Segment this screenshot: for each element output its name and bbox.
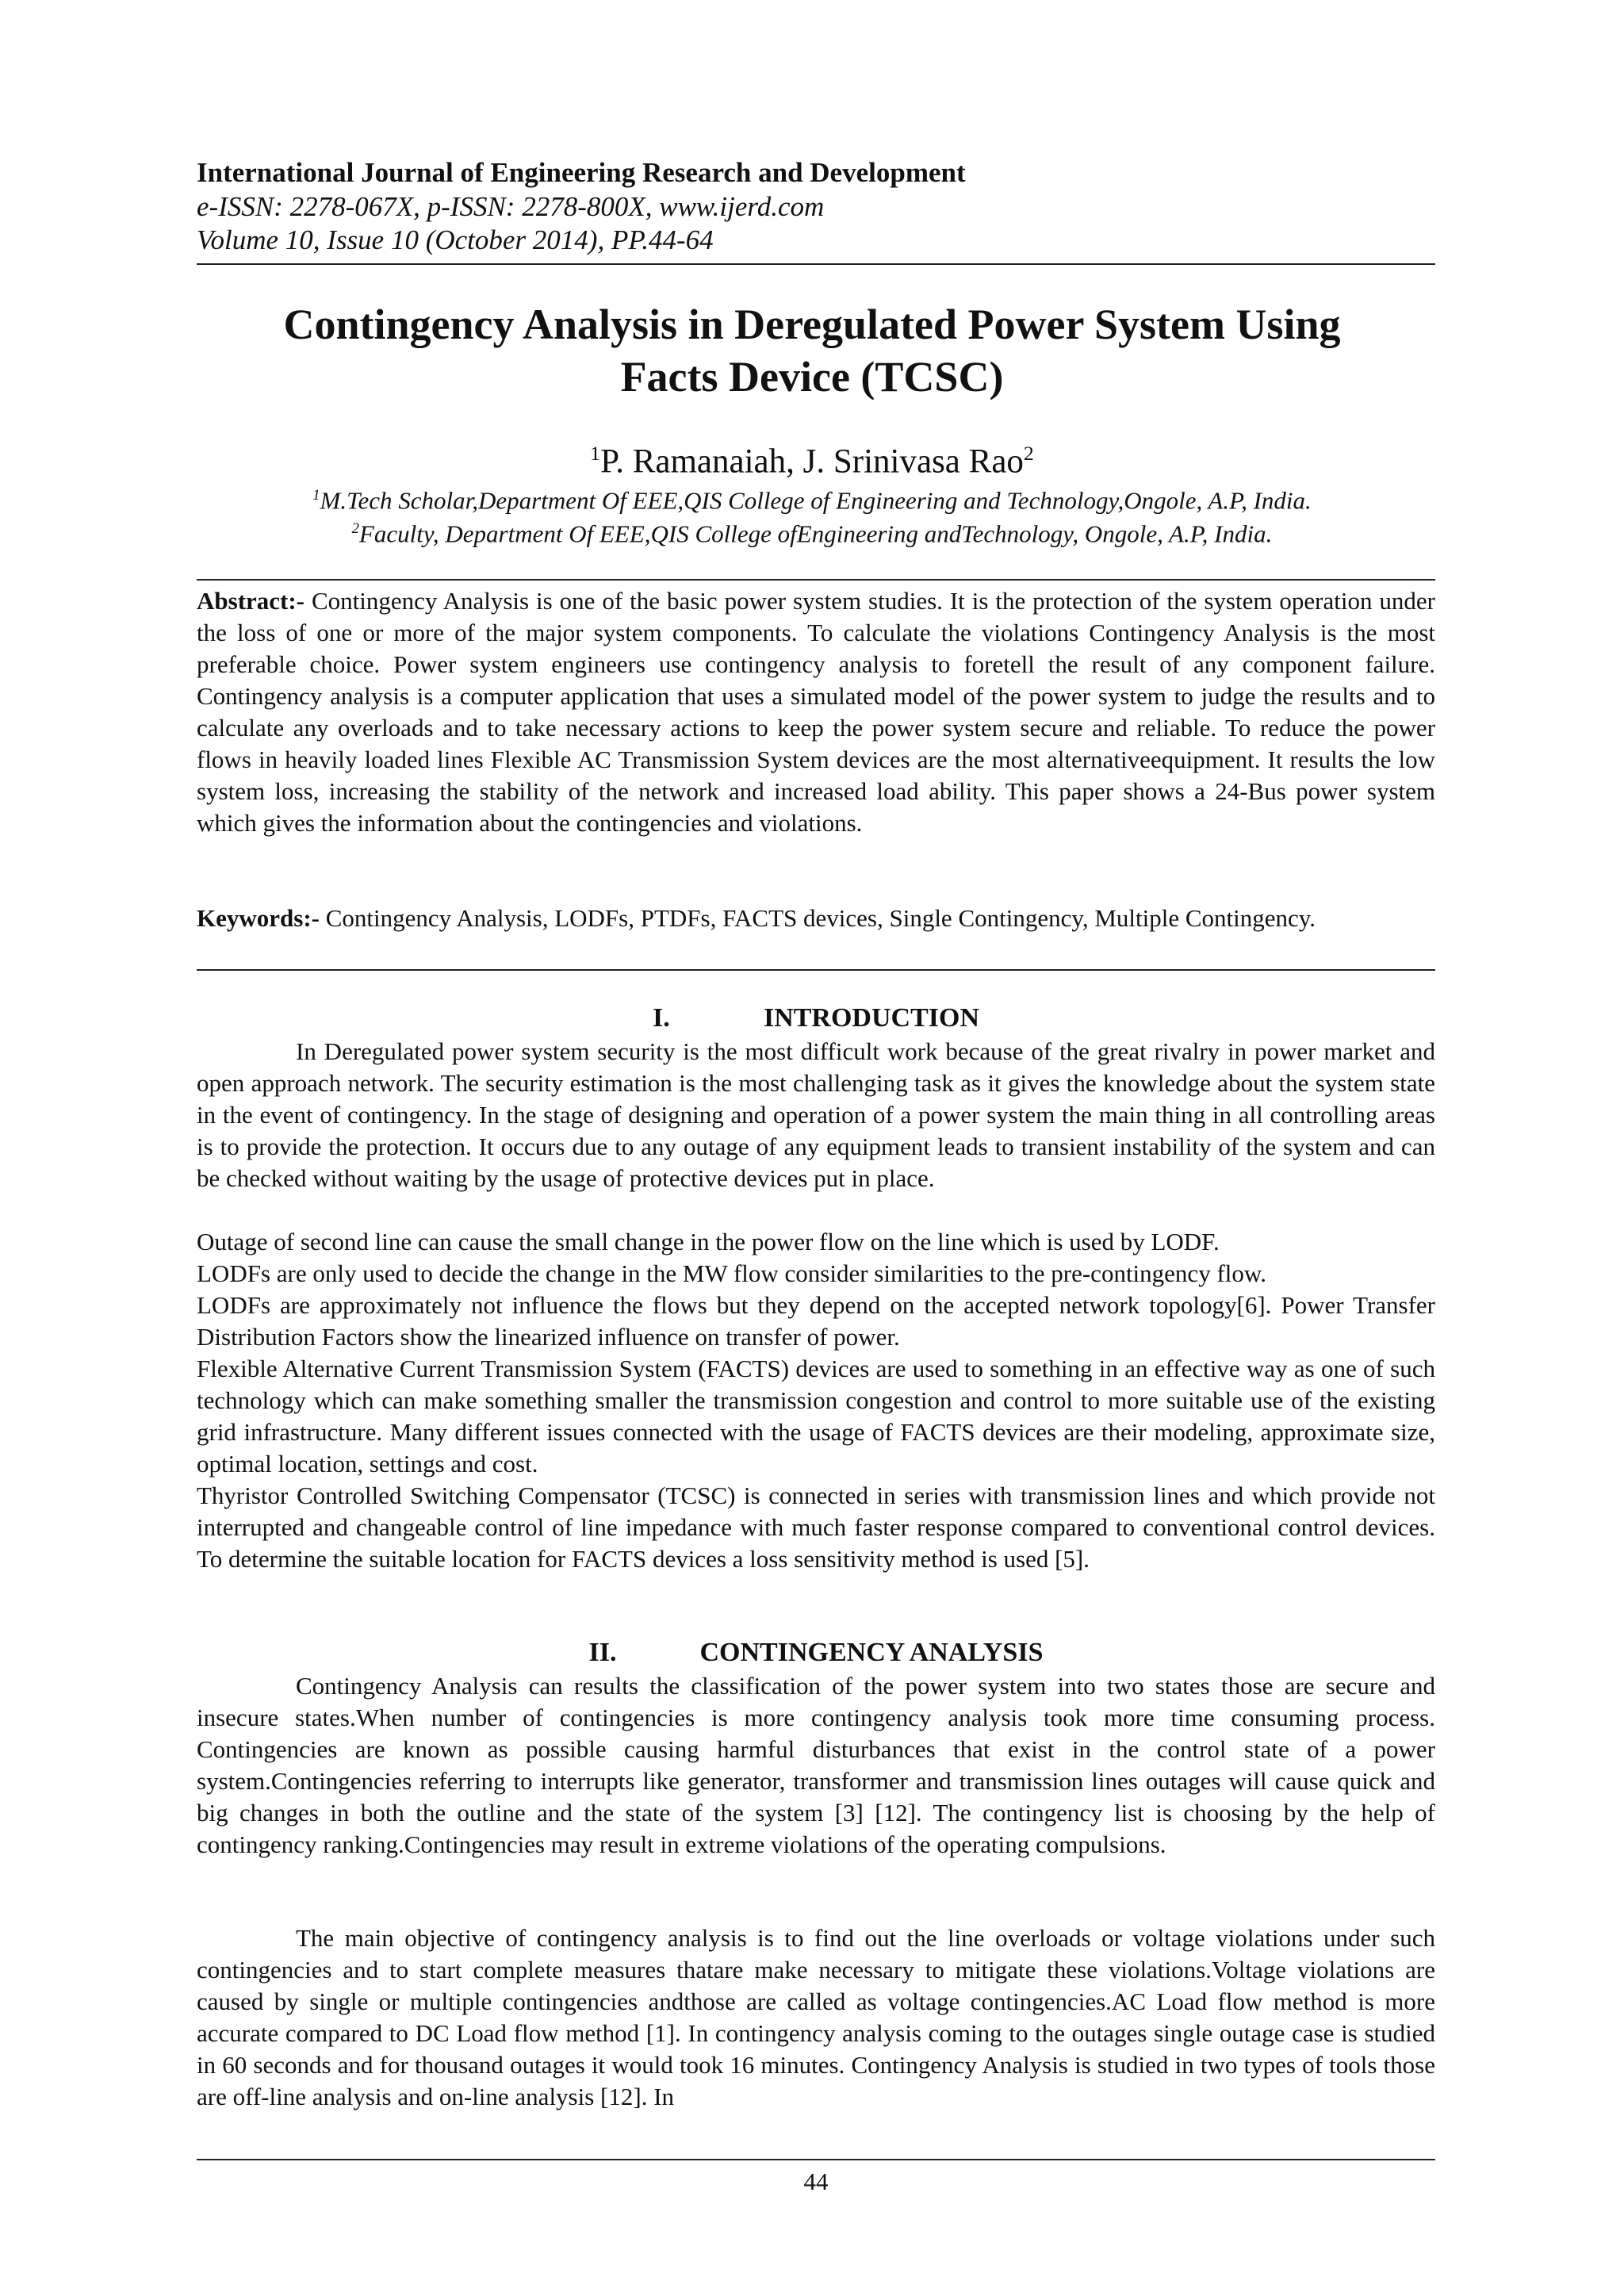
- keywords: [197, 903, 1435, 934]
- intro-paragraph-4: LODFs are approximately not influence the flows but they depend on the accepted network topology[6]. Power Transfer Distribution Factors show the linearized influence on transfer of power.: [197, 1291, 1435, 1351]
- affiliation-2: [117, 512, 1507, 550]
- intro-paragraph-3: LODFs are only used to decide the change in the MW flow consider similarities to the pre-contingency flow.: [197, 1259, 1266, 1287]
- affiliation-2-text: Faculty, Department Of EEE,QIS College ofEngineering andTechnology, Ongole, A.P, India.: [358, 519, 1273, 548]
- intro-paragraph-2: Outage of second line can cause the small change in the power flow on the line which is used by LODF.: [197, 1228, 1220, 1255]
- section-1-number: I.: [652, 1003, 670, 1033]
- header-rule: [197, 263, 1435, 265]
- intro-paragraph-5: Flexible Alternative Current Transmission System (FACTS) devices are used to something in an effective way as one of such technology which can make something smaller the transmission congestion and control to more suitable use of the existing grid infrastructure. Many different issues connected with the usage of FACTS devices are their modeling, approximate size, optimal location, settings and cost.: [197, 1355, 1435, 1478]
- page-number: 44: [803, 2168, 829, 2195]
- affiliation-1-superscript: 1: [312, 487, 320, 504]
- contingency-paragraph-2: The main objective of contingency analysis is to find out the line overloads or voltage violations under such contingencies and to start complete measures thatare make necessary to mitigate these violations.Voltage violations are caused by single or multiple contingencies andthose are called as voltage contingencies.AC Load flow method is more accurate compared to DC Load flow method [1]. In contingency analysis coming to the outages single outage case is studied in 60 seconds and for thousand outages it would took 16 minutes. Contingency Analysis is studied in two types of tools those are off-line analysis and on-line analysis [12]. In: [197, 1924, 1435, 2110]
- abstract-text: Contingency Analysis is one of the basic power system studies. It is the protection of the system operation under the loss of one or more of the major system components. To calculate the violations Contingency Analysis is the most preferable choice. Power system engineers use contingency analysis to foretell the result of any component failure. Contingency analysis is a computer application that uses a simulated model of the power system to judge the results and to calculate any overloads and to take necessary actions to keep the power system secure and reliable. To reduce the power flows in heavily loaded lines Flexible AC Transmission System devices are the most alternativeequipment. It results the low system loss, increasing the stability of the network and increased load ability. This paper shows a 24-Bus power system which gives the information about the contingencies and violations.: [197, 587, 1435, 837]
- affiliation-2-superscript: 2: [351, 520, 359, 537]
- abstract-label: Abstract:-: [197, 587, 305, 615]
- affiliation-1-text: M.Tech Scholar,Department Of EEE,QIS College of Engineering and Technology,Ongole, A.P, India.: [320, 486, 1312, 515]
- footer-rule: [197, 2159, 1435, 2160]
- paper-title-line2: Facts Device (TCSC): [620, 353, 1004, 401]
- section-2-heading: [197, 1635, 1435, 1670]
- paper-title: [117, 298, 1507, 403]
- journal-name: International Journal of Engineering Research and Development: [197, 157, 966, 188]
- intro-paragraph-6: Thyristor Controlled Switching Compensator (TCSC) is connected in series with transmission lines and which provide not interrupted and changeable control of line impedance with much faster response compared to conventional control devices. To determine the suitable location for FACTS devices a loss sensitivity method is used [5].: [197, 1481, 1435, 1573]
- intro-paragraph-1: In Deregulated power system security is the most difficult work because of the great rivalry in power market and open approach network. The security estimation is the most challenging task as it gives the knowledge about the system state in the event of contingency. In the stage of designing and operation of a power system the main thing in all controlling areas is to provide the protection. It occurs due to any outage of any equipment leads to transient instability of the system and can be checked without waiting by the usage of protective devices put in place.: [197, 1037, 1435, 1192]
- keywords-label: Keywords:-: [197, 904, 320, 932]
- journal-volume: Volume 10, Issue 10 (October 2014), PP.44-64: [197, 224, 714, 255]
- paper-title-line1: Contingency Analysis in Deregulated Power System Using: [283, 301, 1341, 348]
- abstract-top-rule: [197, 579, 1435, 581]
- abstract: [197, 585, 1435, 839]
- journal-issn: e-ISSN: 2278-067X, p-ISSN: 2278-800X, www.ijerd.com: [197, 191, 825, 222]
- section-2-number: II.: [588, 1638, 617, 1667]
- keywords-text: Contingency Analysis, LODFs, PTDFs, FACTS devices, Single Contingency, Multiple Contingency.: [319, 904, 1316, 932]
- author1-superscript: 1: [590, 442, 601, 465]
- author-list: [117, 432, 1507, 483]
- journal-header: [197, 155, 1435, 257]
- section-1-title: INTRODUCTION: [763, 1003, 980, 1033]
- author2-superscript: 2: [1023, 442, 1034, 465]
- keywords-bottom-rule: [197, 969, 1435, 971]
- contingency-paragraph-1: Contingency Analysis can results the classification of the power system into two states those are secure and insecure states.When number of contingencies is more contingency analysis took more time consuming process. Contingencies are known as possible causing harmful disturbances that exist in the control state of a power system.Contingencies referring to interrupts like generator, transformer and transmission lines outages will cause quick and big changes in both the outline and the state of the system [3] [12]. The contingency list is choosing by the help of contingency ranking.Contingencies may result in extreme violations of the operating compulsions.: [197, 1672, 1435, 1858]
- section-1-heading: [197, 1001, 1435, 1036]
- section-2-title: CONTINGENCY ANALYSIS: [699, 1638, 1044, 1667]
- author-names: P. Ramanaiah, J. Srinivasa Rao: [600, 443, 1024, 481]
